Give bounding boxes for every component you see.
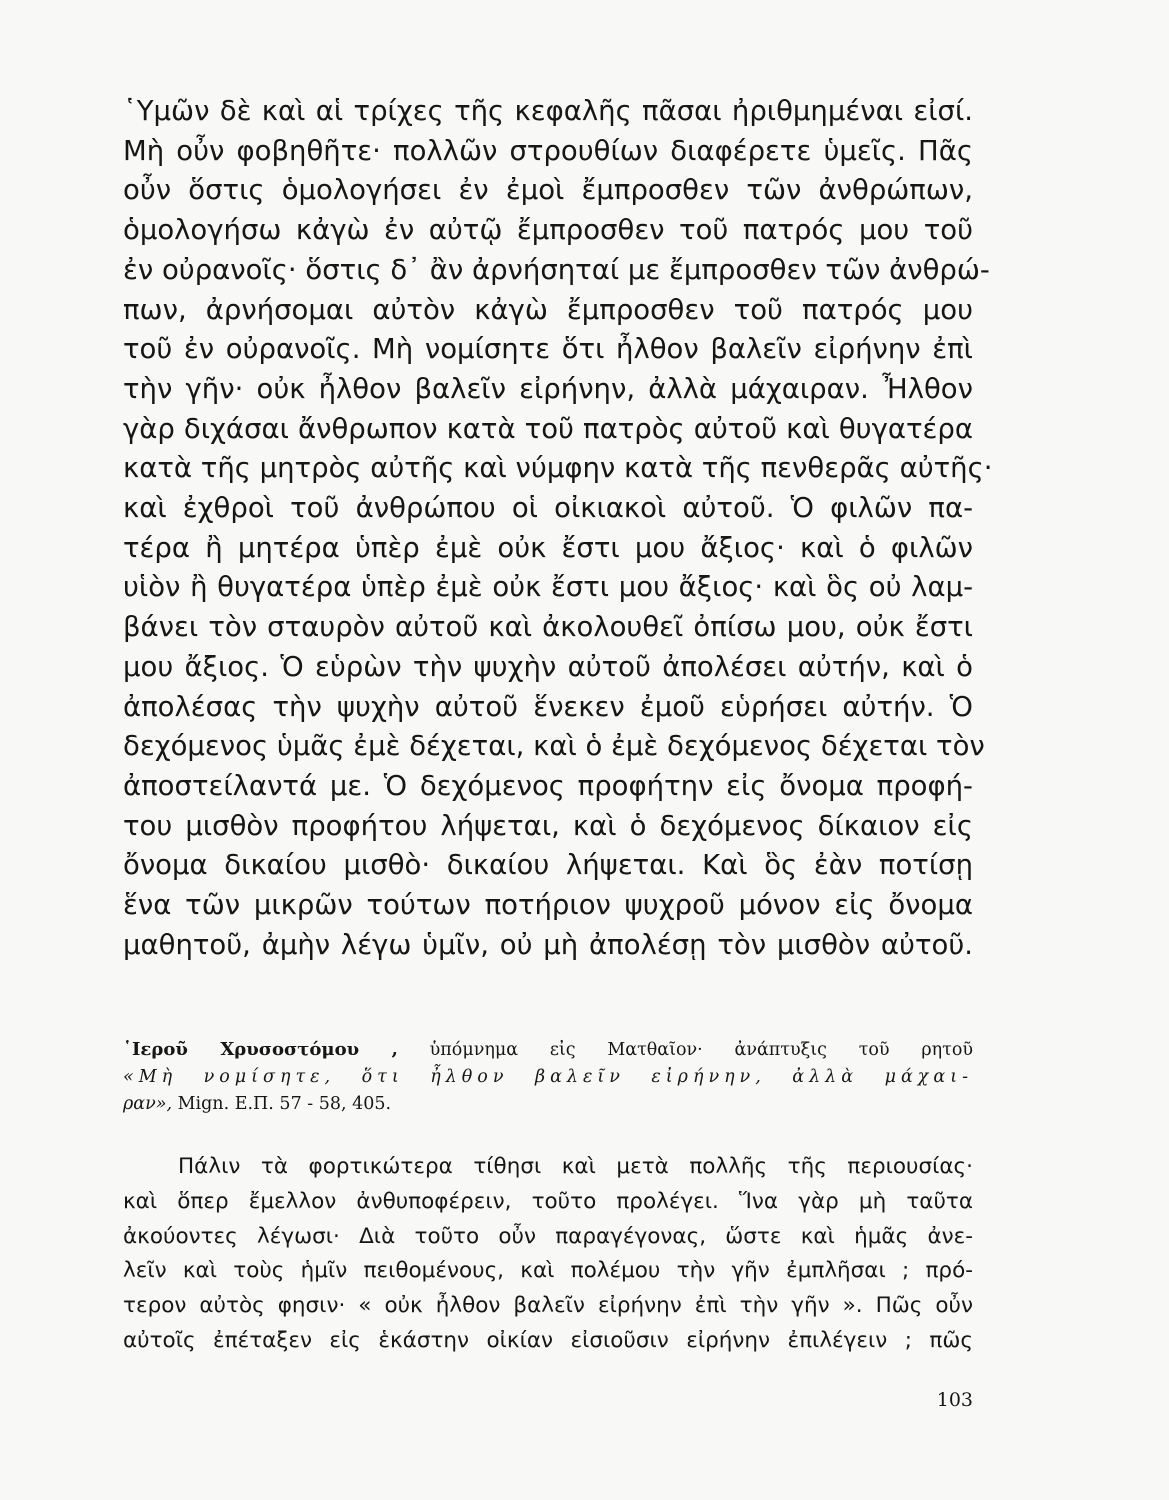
passage-line: ὁμολογήσω κἀγὼ ἐν αὐτῷ ἔμπροσθεν τοῦ πατρός μου τοῦ [123,214,973,247]
passage-line: ὄνομα δικαίου μισθὸ· δικαίου λήψεται. Καὶ ὃς ἐὰν ποτίσῃ [123,849,973,882]
scripture-passage [123,92,993,965]
commentary-line: τερον αὐτὸς φησιν· « οὐκ ἦλθον βαλεῖν εἰρήνην ἐπὶ τὴν γῆν ». Πῶς οὖν [123,1293,973,1319]
citation [123,1036,973,1118]
commentary-line: καὶ ὅπερ ἔμελλον ἀνθυποφέρειν, τοῦτο προλέγει. Ἵνα γὰρ μὴ ταῦτα [123,1188,973,1214]
commentary-line: Πάλιν τὰ φορτικώτερα τίθησι καὶ μετὰ πολλῆς τῆς περιουσίας· [178,1154,973,1179]
passage-line: μαθητοῦ, ἀμὴν λέγω ὑμῖν, οὐ μὴ ἀπολέσῃ τὸν μισθὸν αὐτοῦ. [123,928,973,961]
passage-line: ἀποστείλαντά με. Ὁ δεχόμενος προφήτην εἰς ὄνομα προφή- [123,769,973,802]
passage-line: κατὰ τῆς μητρὸς αὐτῆς καὶ νύμφην κατὰ τῆς πενθερᾶς αὐτῆς· [123,452,993,485]
passage-line: πων, ἀρνήσομαι αὐτὸν κἀγὼ ἔμπροσθεν τοῦ πατρός μου [123,293,973,326]
passage-line: ἀπολέσας τὴν ψυχὴν αὐτοῦ ἕνεκεν ἐμοῦ εὑρήσει αὐτήν. Ὁ [123,690,973,723]
citation-line [123,1091,973,1118]
citation-author: ῾Ιεροῦ Χρυσοστόμου , [123,1039,398,1060]
commentary-line: αὐτοῖς ἐπέταξεν εἰς ἑκάστην οἰκίαν εἰσιοῦσιν εἰρήνην ἐπιλέγειν ; πῶς [123,1327,973,1353]
passage-line: ἕνα τῶν μικρῶν τούτων ποτήριον ψυχροῦ μόνον εἰς ὄνομα [123,889,973,922]
commentary-line: λεῖν καὶ τοὺς ἡμῖν πειθομένους, καὶ πολέμου τὴν γῆν ἐμπλῆσαι ; πρό- [123,1258,973,1284]
passage-line: υἱὸν ἢ θυγατέρα ὑπὲρ ἐμὲ οὐκ ἔστι μου ἄξιος· καὶ ὃς οὐ λαμ- [123,571,973,604]
passage-line: τὴν γῆν· οὐκ ἦλθον βαλεῖν εἰρήνην, ἀλλὰ μάχαιραν. Ἦλθον [123,372,973,405]
citation-work: ὑπόμνημα εἰς Ματθαῖον· ἀνάπτυξις τοῦ ρητοῦ [429,1040,973,1060]
citation-line [123,1064,973,1091]
citation-quote: «Μὴ νομίσητε, ὅτι ἦλθον βαλεῖν εἰρήνην, ἀλλὰ μάχαι- [123,1067,973,1087]
passage-line: οὖν ὅστις ὁμολογήσει ἐν ἐμοὶ ἔμπροσθεν τῶν ἀνθρώπων, [123,174,973,207]
passage-line: βάνει τὸν σταυρὸν αὐτοῦ καὶ ἀκολουθεῖ ὀπίσω μου, οὐκ ἔστι [123,611,973,644]
passage-line: ἐν οὐρανοῖς· ὅστις δ᾽ ἂν ἀρνήσηταί με ἔμπροσθεν τῶν ἀνθρώ- [123,253,990,286]
citation-line [123,1036,973,1064]
passage-line: τοῦ ἐν οὐρανοῖς. Μὴ νομίσητε ὅτι ἦλθον βαλεῖν εἰρήνην ἐπὶ [123,333,973,366]
citation-reference: Mign. Ε.Π. 57 - 58, 405. [177,1094,392,1114]
passage-line: δεχόμενος ὑμᾶς ἐμὲ δέχεται, καὶ ὁ ἐμὲ δεχόμενος δέχεται τὸν [123,730,985,763]
passage-line: τέρα ἢ μητέρα ὑπὲρ ἐμὲ οὐκ ἔστι μου ἄξιος· καὶ ὁ φιλῶν [123,531,973,564]
passage-line: γὰρ διχάσαι ἄνθρωπον κατὰ τοῦ πατρὸς αὐτοῦ καὶ θυγατέρα [123,412,973,445]
citation-quote-end: ραν», [123,1094,173,1114]
passage-line: Μὴ οὖν φοβηθῆτε· πολλῶν στρουθίων διαφέρετε ὑμεῖς. Πᾶς [123,134,973,167]
passage-line: του μισθὸν προφήτου λήψεται, καὶ ὁ δεχόμενος δίκαιον εἰς [123,809,973,842]
passage-line: ῾Υμῶν δὲ καὶ αἱ τρίχες τῆς κεφαλῆς πᾶσαι ἠριθμημέναι εἰσί. [123,95,973,127]
page-number: 103 [936,1389,973,1411]
commentary-line: ἀκούοντες λέγωσι· Διὰ τοῦτο οὖν παραγέγονας, ὥστε καὶ ἡμᾶς ἀνε- [123,1223,973,1249]
passage-line: μου ἄξιος. Ὁ εὑρὼν τὴν ψυχὴν αὐτοῦ ἀπολέσει αὐτήν, καὶ ὁ [123,650,973,683]
passage-line: καὶ ἐχθροὶ τοῦ ἀνθρώπου οἱ οἰκιακοὶ αὐτοῦ. Ὁ φιλῶν πα- [123,492,973,525]
commentary-paragraph [123,1150,973,1359]
